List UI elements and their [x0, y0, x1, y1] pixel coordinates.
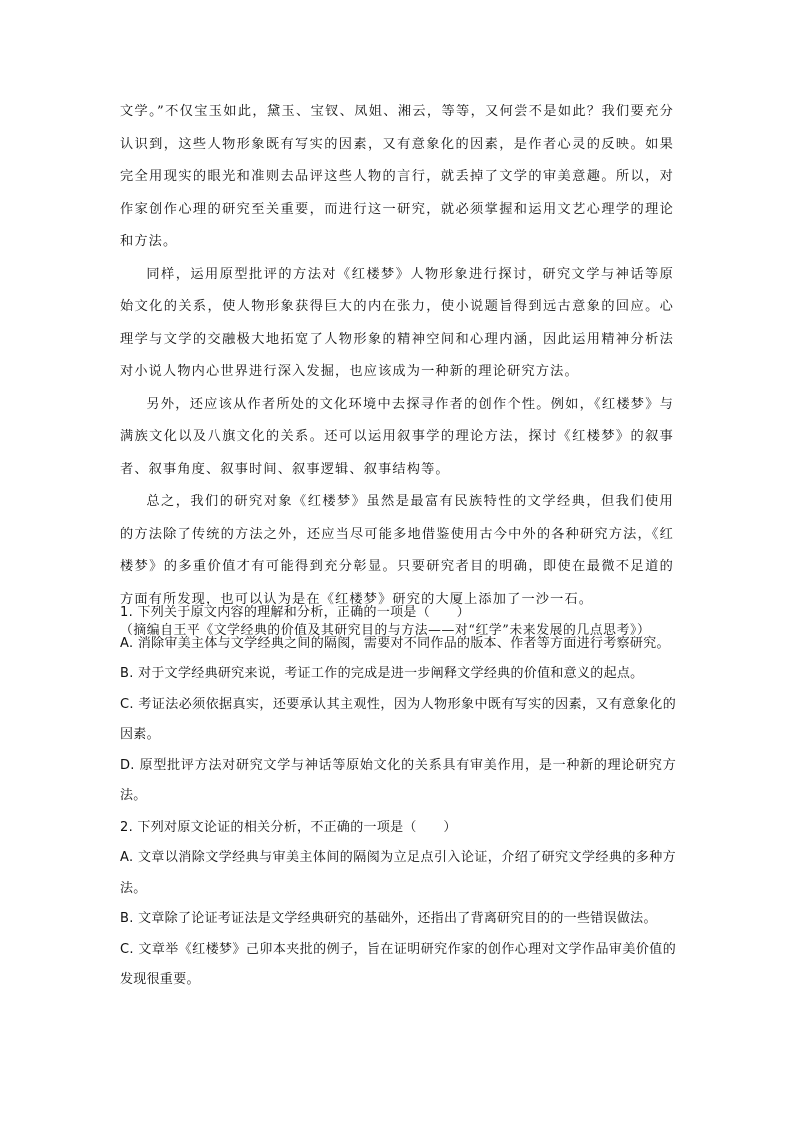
- question-2-option-c: C. 文章举《红楼梦》己卯本夹批的例子，旨在证明研究作家的创作心理对文学作品审美价值的发现很重要。: [120, 941, 676, 987]
- question-section: [120, 597, 676, 996]
- passage-paragraph-4: 总之，我们的研究对象《红楼梦》虽然是最富有民族特性的文学经典，但我们使用的方法除了传统的方法之外，还应当尽可能多地借鉴使用古今中外的各种研究方法，《红楼梦》的多重价值才有可能得到充分彰显。只要研究者目的明确，即使在最微不足道的方面有所发现，也可以认为是在《红楼梦》研究的大厦上添加了一沙一石。: [120, 494, 674, 607]
- question-1-option-b: B. 对于文学经典研究来说，考证工作的完成是进一步阐释文学经典的价值和意义的起点。: [120, 666, 644, 681]
- question-2-option-a: A. 文章以消除文学经典与审美主体间的隔阂为立足点引入论证，介绍了研究文学经典的多种方法。: [120, 850, 676, 896]
- question-1: [120, 598, 676, 812]
- question-2: [120, 813, 676, 996]
- question-1-option-a: A. 消除审美主体与文学经典之间的隔阂，需要对不同作品的版本、作者等方面进行考察研究。: [120, 635, 670, 651]
- passage-paragraph-3: 另外，还应该从作者所处的文化环境中去探寻作者的创作个性。例如，《红楼梦》与满族文化以及八旗文化的关系。还可以运用叙事学的理论方法，探讨《红楼梦》的叙事者、叙事角度、叙事时间、叙事逻辑、叙事结构等。: [120, 396, 674, 477]
- question-2-option-b: B. 文章除了论证考证法是文学经典研究的基础外，还指出了背离研究目的的一些错误做法。: [120, 911, 657, 926]
- passage-source-citation: （摘编自王平《文学经典的价值及其研究目的与方法——对“红学”未来发展的几点思考》）: [120, 623, 651, 638]
- question-1-stem: 1. 下列关于原文内容的理解和分析，正确的一项是（ ）: [120, 605, 470, 620]
- question-1-option-c: C. 考证法必须依据真实，还要承认其主观性，因为人物形象中既有写实的因素，又有意象化的因素。: [120, 696, 676, 742]
- passage-paragraph-2: 同样，运用原型批评的方法对《红楼梦》人物形象进行探讨，研究文学与神话等原始文化的关系，使人物形象获得巨大的内在张力，使小说题旨得到远古意象的回应。心理学与文学的交融极大地拓宽了人物形象的精神空间和心理内涵，因此运用精神分析法对小说人物内心世界进行深入发掘，也应该成为一种新的理论研究方法。: [120, 266, 674, 379]
- reading-passage: [120, 96, 674, 646]
- question-2-stem: 2. 下列对原文论证的相关分析，不正确的一项是（ ）: [120, 819, 457, 835]
- passage-paragraph-1: 文学。”不仅宝玉如此，黛玉、宝钗、凤姐、湘云，等等，又何尝不是如此？我们要充分认识到，这些人物形象既有写实的因素，又有意象化的因素，是作者心灵的反映。如果完全用现实的眼光和准则去品评这些人物的言行，就丢掉了文学的审美意趣。所以，对作家创作心理的研究至关重要，而进行这一研究，就必须掌握和运用文艺心理学的理论和方法。: [120, 104, 674, 249]
- question-1-option-d: D. 原型批评方法对研究文学与神话等原始文化的关系具有审美作用，是一种新的理论研究方法。: [120, 757, 676, 803]
